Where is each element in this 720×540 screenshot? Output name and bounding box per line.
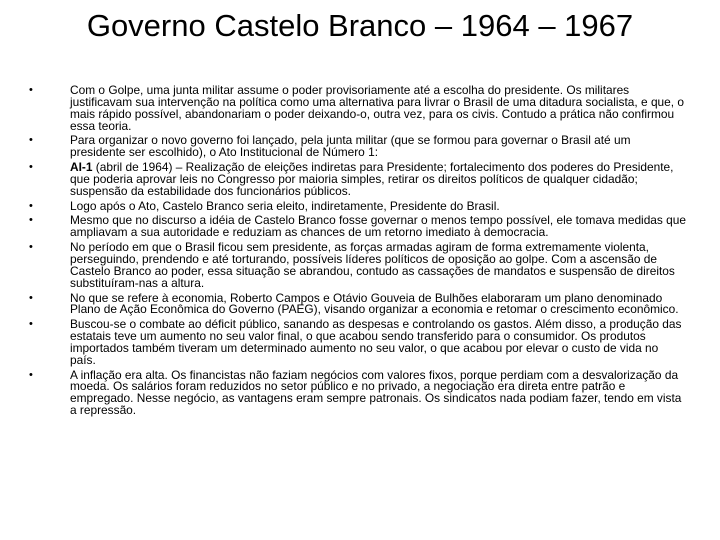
bullet-item [27,242,687,289]
bullet-icon: • [29,291,33,304]
bullet-icon: • [29,199,33,212]
bullet-icon: • [29,368,33,381]
bullet-icon: • [29,214,33,227]
bullet-item [27,367,687,418]
bullet-icon: • [29,241,33,254]
bullet-text: Com o Golpe, uma junta militar assume o poder provisoriamente até a escolha do presidente. Os militares justificavam sua intervenção na política como uma alternativa para livrar o Brasil de uma ditadura socialista, e que, o mais rápido possível, abandonariam o poder deixando-o, outra vez, para os civis. Contudo a prática não confirmou essa teoria. [70,83,684,133]
bullet-text: Logo após o Ato, Castelo Branco seria eleito, indiretamente, Presidente do Brasil. [70,198,500,213]
bullet-item [27,319,687,366]
bullet-item [27,85,687,132]
bullet-text: A inflação era alta. Os financistas não faziam negócios com valores fixos, porque perdiam com a desvalorização da moeda. Os salários foram reduzidos no setor público e no privado, a negociação era direta entre patrão e empregado. Nesse negócio, as vantagens eram sempre patronais. Os sindicatos nada podiam fazer, tendo em vista a repressão. [70,367,682,418]
bullet-list [27,85,687,420]
bullet-icon: • [29,84,33,96]
slide-title: Governo Castelo Branco – 1964 – 1967 [86,8,634,43]
bullet-item [27,215,687,239]
bullet-icon: • [29,134,33,147]
bullet-item [27,290,687,317]
bullet-item [27,198,687,213]
bullet-text: No que se refere à economia, Roberto Campos e Otávio Gouveia de Bulhões elaboraram um plano denominado Plano de Ação Econômica do Governo (PAEG), visando organizar a economia e retomar o crescimento econômico. [70,290,679,317]
bullet-icon: • [29,161,33,174]
bullet-text: Mesmo que no discurso a idéia de Castelo Branco fosse governar o menos tempo possível, ele tomava medidas que ampliavam a sua autoridade e reduziam as chances de um retorno imediato à democracia. [70,213,687,240]
bullet-text: (abril de 1964) – Realização de eleições indiretas para Presidente; fortalecimento dos poderes do Presidente, que poderia aprovar leis no Congresso por maioria simples, retirar os direitos políticos de qualquer cidadão; suspensão da estabilidade dos funcionários públicos. [70,160,674,198]
bullet-item [27,162,687,198]
bullet-lead: AI-1 [70,160,93,175]
bullet-text: Buscou-se o combate ao déficit público, sanando as despesas e controlando os gastos. Além disso, a produção das estatais teve um aumento no seu valor final, o que acabou sendo transferido para o consumidor. Os produtos importados também tiveram um determinado aumento no seu valor, o que acabou por elevar o custo de vida no país. [70,317,682,367]
bullet-icon: • [29,318,33,331]
bullet-text: Para organizar o novo governo foi lançado, pela junta militar (que se formou para governar o Brasil até um presidente ser escolhido), o Ato Institucional de Número 1: [70,133,631,160]
bullet-item [27,135,687,159]
bullet-text: No período em que o Brasil ficou sem presidente, as forças armadas agiram de forma extremamente violenta, perseguindo, prendendo e até torturando, possíveis líderes políticos de oposição ao golpe. Com a ascensão de Castelo Branco ao poder, essa situação se abrandou, contudo as cassações de mandatos e suspensão de direitos substituíram-nas a altura. [70,240,675,290]
